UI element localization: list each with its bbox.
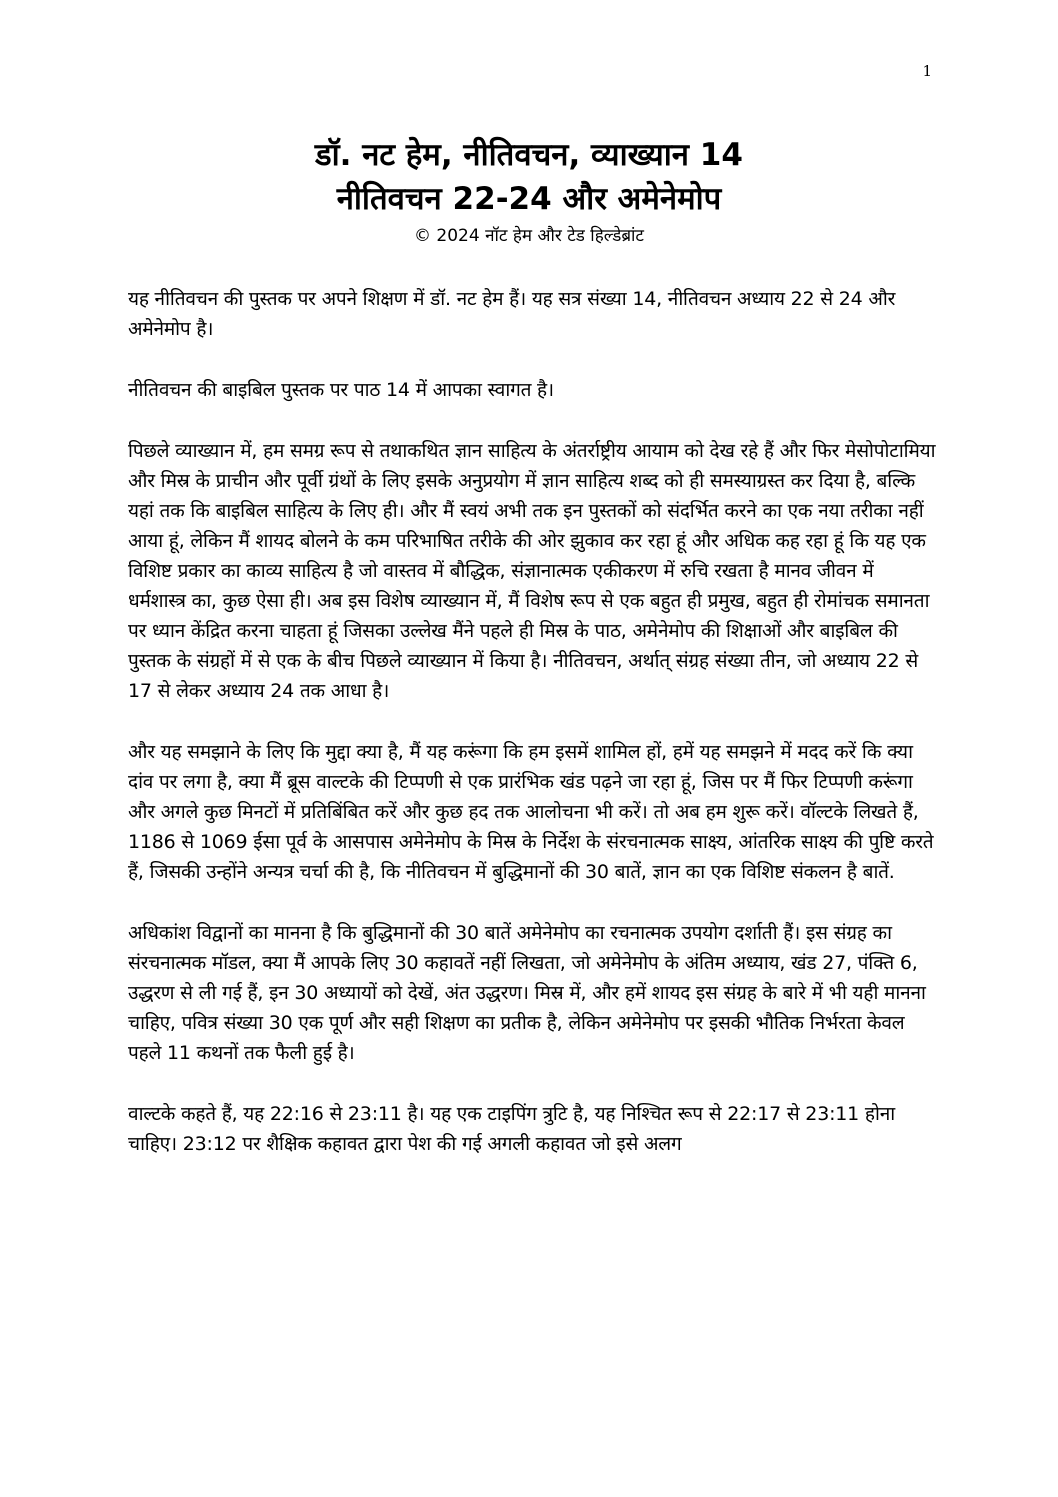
- document-body: [128, 284, 936, 1159]
- paragraph-waltke-says: वाल्टके कहते हैं, यह 22:16 से 23:11 है। यह एक टाइपिंग त्रुटि है, यह निश्चित रूप से 22:17 से 23:11 होना चाहिए। 23:12 पर शैक्षिक कहावत द्वारा पेश की गई अगली कहावत जो इसे अलग: [128, 1103, 895, 1155]
- paragraph-welcome: नीतिवचन की बाइबिल पुस्तक पर पाठ 14 में आपका स्वागत है।: [128, 379, 554, 401]
- copyright-notice: © 2024 नॉट हेम और टेड हिल्डेब्रांट: [414, 226, 644, 246]
- paragraph-scholars: अधिकांश विद्वानों का मानना है कि बुद्धिमानों की 30 बातें अमेनेमोप का रचनात्मक उपयोग दर्शाती हैं। इस संग्रह का संरचनात्मक मॉडल, क्या मैं आपके लिए 30 कहावतें नहीं लिखता, जो अमेनेमोप के अंतिम अध्याय, खंड 27, पंक्ति 6, उद्धरण से ली गई हैं, इन 30 अध्यायों को देखें, अंत उद्धरण। मिस्र में, और हमें शायद इस संग्रह के बारे में भी यही मानना चाहिए, पवित्र संख्या 30 एक पूर्ण और सही शिक्षण का प्रतीक है, लेकिन अमेनेमोप पर इसकी भौतिक निर्भरता केवल पहले 11 कथनों तक फैली हुई है।: [128, 922, 926, 1064]
- paragraph-previous-lecture: पिछले व्याख्यान में, हम समग्र रूप से तथाकथित ज्ञान साहित्य के अंतर्राष्ट्रीय आयाम को देख रहे हैं और फिर मेसोपोटामिया और मिस्र के प्राचीन और पूर्वी ग्रंथों के लिए इसके अनुप्रयोग में ज्ञान साहित्य शब्द को ही समस्याग्रस्त कर दिया है, बल्कि यहां तक कि बाइबिल साहित्य के लिए ही। और मैं स्वयं अभी तक इन पुस्तकों को संदर्भित करने का एक नया तरीका नहीं आया हूं, लेकिन मैं शायद बोलने के कम परिभाषित तरीके की ओर झुकाव कर रहा हूं और अधिक कह रहा हूं कि यह एक विशिष्ट प्रकार का काव्य साहित्य है जो वास्तव में बौद्धिक, संज्ञानात्मक एकीकरण में रुचि रखता है मानव जीवन में धर्मशास्त्र का, कुछ ऐसा ही। अब इस विशेष व्याख्यान में, मैं विशेष रूप से एक बहुत ही प्रमुख, बहुत ही रोमांचक समानता पर ध्यान केंद्रित करना चाहता हूं जिसका उल्लेख मैंने पहले ही मिस्र के पाठ, अमेनेमोप की शिक्षाओं और बाइबिल की पुस्तक के संग्रहों में से एक के बीच पिछले व्याख्यान में किया है। नीतिवचन, अर्थात् संग्रह संख्या तीन, जो अध्याय 22 से 17 से लेकर अध्याय 24 तक आधा है।: [128, 440, 936, 702]
- paragraph-intro: यह नीतिवचन की पुस्तक पर अपने शिक्षण में डॉ. नट हेम हैं। यह सत्र संख्या 14, नीतिवचन अध्याय 22 से 24 और अमेनेमोप है।: [128, 288, 896, 340]
- paragraph-waltke-quote: और यह समझाने के लिए कि मुद्दा क्या है, मैं यह करूंगा कि हम इसमें शामिल हों, हमें यह समझने में मदद करें कि क्या दांव पर लगा है, क्या मैं ब्रूस वाल्टके की टिप्पणी से एक प्रारंभिक खंड पढ़ने जा रहा हूं, जिस पर मैं फिर टिप्पणी करूंगा और अगले कुछ मिनटों में प्रतिबिंबित करें और कुछ हद तक आलोचना भी करें। तो अब हम शुरू करें। वॉल्टके लिखते हैं, 1186 से 1069 ईसा पूर्व के आसपास अमेनेमोप के मिस्र के निर्देश के संरचनात्मक साक्ष्य, आंतरिक साक्ष्य की पुष्टि करते हैं, जिसकी उन्होंने अन्यत्र चर्चा की है, कि नीतिवचन में बुद्धिमानों की 30 बातें, ज्ञान का एक विशिष्ट संकलन है बातें.: [128, 741, 934, 883]
- title-block: [0, 133, 1058, 249]
- document-title-line-2: नीतिवचन 22-24 और अमेनेमोप: [336, 181, 722, 217]
- page-number: 1: [922, 62, 932, 80]
- document-title-line-1: डॉ. नट हेम, नीतिवचन, व्याख्यान 14: [315, 137, 743, 173]
